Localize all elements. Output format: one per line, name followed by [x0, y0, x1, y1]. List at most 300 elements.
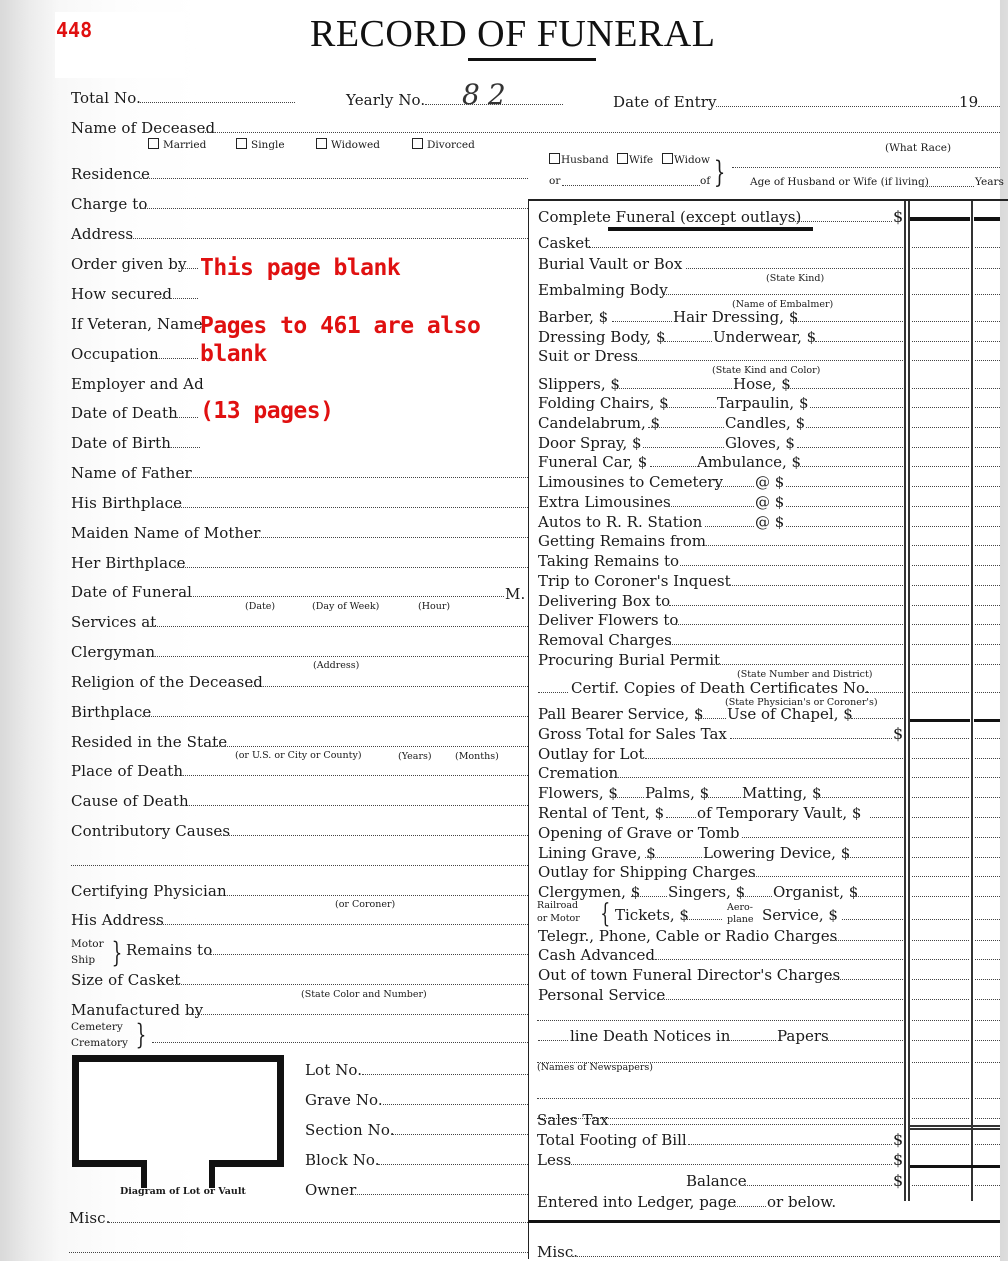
- certif-copies-label: Certif. Copies of Death Certificates No.: [571, 679, 870, 697]
- shipping-dollars-field[interactable]: [912, 875, 969, 877]
- misc-right-label: Misc.: [537, 1243, 579, 1261]
- motor-label: Motor: [71, 938, 104, 950]
- hint-state-color-number: (State Color and Number): [301, 989, 427, 1000]
- autos-rr-station-label: Autos to R. R. Station: [538, 513, 703, 531]
- rental-tent-vault-dollars-field[interactable]: [912, 816, 969, 818]
- certif-copies-dollars-field[interactable]: [912, 691, 969, 693]
- balance-cents-field[interactable]: [975, 1184, 1000, 1186]
- lining-lowering-amount-field[interactable]: [645, 856, 702, 858]
- annotation-blank: blank: [200, 341, 267, 367]
- brace-icon: {: [600, 899, 611, 929]
- certifying-physician-label: Certifying Physician: [71, 882, 227, 900]
- funeral-car-ambulance-cents-field[interactable]: [975, 465, 1000, 467]
- burial-permit-dollars-field[interactable]: [912, 663, 969, 665]
- birthplace-field[interactable]: [142, 715, 528, 717]
- address-field[interactable]: [128, 237, 528, 239]
- clergymen-singers-organist-cents-field[interactable]: [975, 895, 1000, 897]
- certif-copies-cents-field[interactable]: [975, 691, 1000, 693]
- candelabrum-candles-amount-field[interactable]: [648, 426, 724, 428]
- diagram-caption: Diagram of Lot or Vault: [120, 1186, 246, 1197]
- cremation-cents-field[interactable]: [975, 776, 1000, 778]
- complete-funeral-underline: [608, 227, 813, 231]
- ship-label: Ship: [71, 954, 96, 966]
- flowers-palms-matting-amount-field[interactable]: [612, 796, 644, 798]
- trip-coroner-cents-field[interactable]: [975, 584, 1000, 586]
- door-spray-gloves-dollars-field[interactable]: [912, 446, 969, 448]
- if-veteran-label: If Veteran, Name: [71, 315, 203, 333]
- checkbox[interactable]: [549, 153, 560, 164]
- death-notices-count-field[interactable]: [538, 1039, 568, 1041]
- embalming-field[interactable]: [664, 293, 903, 295]
- limousines-cemetery-field[interactable]: [786, 485, 903, 487]
- lining-lowering-label: Lining Grave, $: [538, 844, 656, 862]
- religion-field[interactable]: [246, 685, 528, 687]
- checkbox[interactable]: [412, 138, 423, 149]
- candelabrum-candles-field[interactable]: [806, 426, 903, 428]
- cemetery-label: Cemetery: [71, 1021, 123, 1033]
- years-label: Years: [975, 176, 1004, 188]
- telegr-dollars-field[interactable]: [912, 939, 969, 941]
- date-of-birth-label: Date of Birth: [71, 434, 171, 452]
- name-of-deceased-label: Name of Deceased: [71, 119, 216, 137]
- total-no-field[interactable]: [140, 101, 295, 103]
- brace-icon: }: [135, 1018, 147, 1051]
- blank-line-1-cents-field[interactable]: [975, 1019, 1000, 1021]
- out-of-town-dollars-field[interactable]: [912, 978, 969, 980]
- autos-rr-station-dollars-field[interactable]: [912, 525, 969, 527]
- folding-chairs-tarpaulin-label-2: Tarpaulin, $: [717, 394, 809, 412]
- gross-total-dollars-field[interactable]: [912, 737, 969, 739]
- resided-in-state-field[interactable]: [212, 745, 528, 747]
- spouse-wife[interactable]: Wife: [617, 153, 653, 166]
- getting-remains-dollars-field[interactable]: [912, 544, 969, 546]
- delivering-box-cents-field[interactable]: [975, 604, 1000, 606]
- door-spray-gloves-cents-field[interactable]: [975, 446, 1000, 448]
- clergyman-label: Clergyman: [71, 643, 156, 661]
- date-of-birth-field[interactable]: [164, 446, 200, 448]
- marital-single[interactable]: Single: [236, 138, 285, 151]
- entered-ledger-amount-field[interactable]: [725, 1205, 766, 1207]
- charge-to-field[interactable]: [140, 207, 528, 209]
- marital-widowed[interactable]: Widowed: [316, 138, 380, 151]
- cash-advanced-cents-field[interactable]: [975, 958, 1000, 960]
- cremation-field[interactable]: [616, 776, 903, 778]
- opening-grave-field[interactable]: [742, 836, 903, 838]
- folding-chairs-tarpaulin-amount-field[interactable]: [667, 406, 716, 408]
- checkbox[interactable]: [316, 138, 327, 149]
- checkbox[interactable]: [148, 138, 159, 149]
- extra-limousines-dollars-field[interactable]: [912, 505, 969, 507]
- maiden-name-mother-field[interactable]: [256, 536, 528, 538]
- dressing-underwear-dollars-field[interactable]: [912, 340, 969, 342]
- misc-left-field[interactable]: [108, 1221, 528, 1223]
- autos-rr-station-field[interactable]: [786, 525, 903, 527]
- autos-rr-station-cents-field[interactable]: [975, 525, 1000, 527]
- out-of-town-cents-field[interactable]: [975, 978, 1000, 980]
- name-of-father-field[interactable]: [182, 476, 528, 478]
- dollar-sign: $: [893, 1150, 904, 1169]
- extra-limousines-amount-field[interactable]: [665, 505, 754, 507]
- blank-line-4-cents-field[interactable]: [975, 1117, 1000, 1119]
- burial-vault-label: Burial Vault or Box: [538, 255, 683, 273]
- embalming-cents-field[interactable]: [975, 293, 1000, 295]
- dressing-underwear-cents-field[interactable]: [975, 340, 1000, 342]
- clergymen-singers-organist-field[interactable]: [852, 895, 903, 897]
- blank-line-1-dollars-field[interactable]: [912, 1019, 969, 1021]
- cash-advanced-label: Cash Advanced: [538, 946, 655, 964]
- misc-right-field[interactable]: [572, 1255, 1000, 1257]
- charge-to-label: Charge to: [71, 195, 148, 213]
- hint-newspapers: (Names of Newspapers): [537, 1062, 653, 1073]
- blank-line-3-dollars-field[interactable]: [912, 1097, 969, 1099]
- section-rule: [528, 1220, 1000, 1223]
- pall-bearer-chapel-amount-field[interactable]: [695, 717, 726, 719]
- out-of-town-field[interactable]: [830, 978, 903, 980]
- deliver-flowers-field[interactable]: [672, 623, 903, 625]
- slippers-hose-cents-field[interactable]: [975, 387, 1000, 389]
- burial-permit-field[interactable]: [711, 663, 903, 665]
- less-field[interactable]: [568, 1163, 892, 1165]
- trip-coroner-field[interactable]: [729, 584, 903, 586]
- certif-copies-count-field[interactable]: [538, 691, 568, 693]
- folding-chairs-tarpaulin-dollars-field[interactable]: [912, 406, 969, 408]
- annotation-this-page-blank: This page blank: [200, 255, 401, 281]
- burial-permit-cents-field[interactable]: [975, 663, 1000, 665]
- death-notices-cents-field[interactable]: [975, 1039, 1000, 1041]
- personal-service-field[interactable]: [657, 998, 903, 1000]
- column-rule: [910, 1125, 1000, 1127]
- opening-grave-dollars-field[interactable]: [912, 836, 969, 838]
- door-spray-gloves-amount-field[interactable]: [643, 446, 724, 448]
- manufactured-by-field[interactable]: [192, 1013, 528, 1015]
- order-given-by-field[interactable]: [178, 267, 198, 269]
- section-no-label: Section No.: [305, 1121, 395, 1139]
- spouse-husband[interactable]: Husband: [549, 153, 609, 166]
- complete-funeral-field[interactable]: [795, 220, 892, 222]
- checkbox[interactable]: [662, 153, 673, 164]
- burial-vault-dollars-field[interactable]: [912, 267, 969, 269]
- age-spouse-field[interactable]: [922, 185, 974, 187]
- blank-line-4-dollars-field[interactable]: [912, 1117, 969, 1119]
- candelabrum-candles-label: Candelabrum, $: [538, 414, 661, 432]
- candelabrum-candles-cents-field[interactable]: [975, 426, 1000, 428]
- how-secured-field[interactable]: [162, 297, 198, 299]
- less-label: Less: [537, 1151, 572, 1169]
- personal-service-cents-field[interactable]: [975, 998, 1000, 1000]
- blank-line-1-field[interactable]: [537, 1019, 903, 1021]
- suit-or-dress-field[interactable]: [634, 359, 903, 361]
- column-rule: [974, 719, 1000, 722]
- clergymen-singers-organist-amount-field-2[interactable]: [738, 895, 772, 897]
- barber-hair-dressing-amount-field[interactable]: [612, 320, 672, 322]
- annotation-pages-to-461: Pages to 461 are also: [200, 313, 481, 339]
- autos-rr-station-amount-field[interactable]: [705, 525, 754, 527]
- taking-remains-field[interactable]: [680, 564, 903, 566]
- gross-total-field[interactable]: [730, 737, 892, 739]
- getting-remains-cents-field[interactable]: [975, 544, 1000, 546]
- date-of-funeral-field[interactable]: [182, 595, 504, 597]
- pall-bearer-chapel-field[interactable]: [851, 717, 903, 719]
- hint-or-coroner: (or Coroner): [335, 899, 396, 910]
- cremation-dollars-field[interactable]: [912, 776, 969, 778]
- services-at-field[interactable]: [150, 625, 528, 627]
- column-rule: [974, 217, 1000, 221]
- hint-kind-color: (State Kind and Color): [712, 365, 821, 376]
- name-of-deceased-field[interactable]: [203, 131, 1000, 133]
- delivering-box-field[interactable]: [669, 604, 903, 606]
- funeral-car-ambulance-amount-field[interactable]: [650, 465, 696, 467]
- or-field[interactable]: [562, 184, 700, 186]
- rental-tent-vault-cents-field[interactable]: [975, 816, 1000, 818]
- rental-tent-vault-label-2: of Temporary Vault, $: [697, 804, 862, 822]
- date-of-entry-field[interactable]: [716, 105, 959, 107]
- address-label: Address: [71, 225, 134, 243]
- clergymen-singers-organist-dollars-field[interactable]: [912, 895, 969, 897]
- hint-months: (Months): [455, 751, 499, 762]
- outlay-lot-field[interactable]: [645, 757, 903, 759]
- lining-lowering-cents-field[interactable]: [975, 856, 1000, 858]
- limousines-cemetery-cents-field[interactable]: [975, 485, 1000, 487]
- brace-icon: }: [111, 936, 123, 969]
- cause-of-death-label: Cause of Death: [71, 792, 189, 810]
- owner-label: Owner: [305, 1181, 357, 1199]
- race-field[interactable]: [732, 166, 1000, 168]
- or-label: or: [549, 175, 561, 187]
- lining-lowering-dollars-field[interactable]: [912, 856, 969, 858]
- his-birthplace-field[interactable]: [170, 506, 528, 508]
- lot-diagram: [72, 1055, 284, 1167]
- telegr-cents-field[interactable]: [975, 939, 1000, 941]
- suit-or-dress-label: Suit or Dress: [538, 347, 638, 365]
- contributory-causes-field-2[interactable]: [71, 864, 528, 866]
- door-spray-gloves-field[interactable]: [797, 446, 903, 448]
- checkbox[interactable]: [236, 138, 247, 149]
- blank-line-3-field[interactable]: [537, 1097, 903, 1099]
- clergymen-singers-organist-amount-field[interactable]: [631, 895, 667, 897]
- barber-hair-dressing-field[interactable]: [795, 320, 903, 322]
- death-notices-dollars-field[interactable]: [912, 1039, 969, 1041]
- folding-chairs-tarpaulin-cents-field[interactable]: [975, 406, 1000, 408]
- cemetery-field[interactable]: [152, 1041, 528, 1043]
- opening-grave-label: Opening of Grave or Tomb: [538, 824, 740, 842]
- dressing-underwear-amount-field[interactable]: [664, 340, 712, 342]
- misc-left-field-2[interactable]: [69, 1251, 528, 1253]
- burial-vault-field[interactable]: [686, 267, 903, 269]
- section-no-field[interactable]: [391, 1133, 528, 1135]
- slippers-hose-field[interactable]: [788, 387, 903, 389]
- name-of-father-label: Name of Father: [71, 464, 192, 482]
- maiden-name-mother-label: Maiden Name of Mother: [71, 524, 261, 542]
- m-suffix: M.: [505, 585, 526, 603]
- lot-diagram-foot: [72, 1160, 147, 1167]
- embalming-label: Embalming Body: [538, 281, 668, 299]
- casket-field[interactable]: [589, 246, 903, 248]
- contributory-causes-field[interactable]: [218, 834, 528, 836]
- limousines-cemetery-dollars-field[interactable]: [912, 485, 969, 487]
- marital-divorced[interactable]: Divorced: [412, 138, 475, 151]
- deliver-flowers-cents-field[interactable]: [975, 623, 1000, 625]
- slippers-hose-amount-field[interactable]: [617, 387, 732, 389]
- barber-hair-dressing-cents-field[interactable]: [975, 320, 1000, 322]
- residence-field[interactable]: [140, 177, 528, 179]
- outlay-lot-cents-field[interactable]: [975, 757, 1000, 759]
- entered-ledger-label-2: or below.: [767, 1193, 837, 1211]
- aero-label: Aero-: [727, 902, 753, 913]
- place-of-death-field[interactable]: [174, 774, 528, 776]
- funeral-car-ambulance-dollars-field[interactable]: [912, 465, 969, 467]
- slippers-hose-label: Slippers, $: [538, 375, 620, 393]
- suit-or-dress-cents-field[interactable]: [975, 359, 1000, 361]
- casket-cents-field[interactable]: [975, 246, 1000, 248]
- blank-line-2-dollars-field[interactable]: [912, 1061, 969, 1063]
- cause-of-death-field[interactable]: [180, 804, 528, 806]
- telegr-label: Telegr., Phone, Cable or Radio Charges: [538, 927, 838, 945]
- certif-copies-field[interactable]: [865, 691, 903, 693]
- shipping-cents-field[interactable]: [975, 875, 1000, 877]
- embalming-dollars-field[interactable]: [912, 293, 969, 295]
- cash-advanced-dollars-field[interactable]: [912, 958, 969, 960]
- folding-chairs-tarpaulin-field[interactable]: [810, 406, 903, 408]
- casket-dollars-field[interactable]: [912, 246, 969, 248]
- trip-coroner-dollars-field[interactable]: [912, 584, 969, 586]
- clergymen-singers-organist-label-3: Organist, $: [773, 883, 859, 901]
- extra-limousines-field[interactable]: [786, 505, 903, 507]
- checkbox[interactable]: [617, 153, 628, 164]
- her-birthplace-field[interactable]: [172, 566, 528, 568]
- delivering-box-dollars-field[interactable]: [912, 604, 969, 606]
- blank-line-3-cents-field[interactable]: [975, 1097, 1000, 1099]
- death-notices-amount-field[interactable]: [728, 1039, 776, 1041]
- how-secured-label: How secured: [71, 285, 173, 303]
- gross-total-cents-field[interactable]: [975, 737, 1000, 739]
- balance-field[interactable]: [743, 1184, 892, 1186]
- clergyman-field[interactable]: [146, 655, 528, 657]
- spouse-widow[interactable]: Widow: [662, 153, 710, 166]
- his-birthplace-label: His Birthplace: [71, 494, 183, 512]
- funeral-car-ambulance-field[interactable]: [800, 465, 903, 467]
- year-field[interactable]: [978, 105, 1000, 107]
- lot-no-field[interactable]: [362, 1073, 528, 1075]
- tickets-service-label: Tickets, $: [615, 906, 689, 924]
- death-notices-field[interactable]: [826, 1039, 903, 1041]
- autos-rr-station-label-2: @ $: [755, 513, 785, 531]
- removal-charges-label: Removal Charges: [538, 631, 672, 649]
- marital-married[interactable]: Married: [148, 138, 206, 151]
- lining-lowering-field[interactable]: [846, 856, 903, 858]
- brace-icon: }: [713, 155, 726, 190]
- burial-vault-cents-field[interactable]: [975, 267, 1000, 269]
- burial-permit-label: Procuring Burial Permit: [538, 651, 721, 669]
- candelabrum-candles-label-2: Candles, $: [725, 414, 806, 432]
- tickets-service-cents-field[interactable]: [975, 918, 1000, 920]
- personal-service-dollars-field[interactable]: [912, 998, 969, 1000]
- remains-to-field[interactable]: [210, 953, 528, 955]
- shipping-field[interactable]: [748, 875, 903, 877]
- tickets-service-field[interactable]: [842, 918, 903, 920]
- cash-advanced-field[interactable]: [655, 958, 903, 960]
- rental-tent-vault-field[interactable]: [870, 816, 903, 818]
- hint-address: (Address): [313, 660, 360, 671]
- taking-remains-cents-field[interactable]: [975, 564, 1000, 566]
- dollar-sign: $: [893, 1130, 904, 1149]
- outlay-lot-label: Outlay for Lot: [538, 745, 645, 763]
- deliver-flowers-dollars-field[interactable]: [912, 623, 969, 625]
- or-motor-label: or Motor: [537, 913, 580, 924]
- outlay-lot-dollars-field[interactable]: [912, 757, 969, 759]
- slippers-hose-dollars-field[interactable]: [912, 387, 969, 389]
- flowers-palms-matting-amount-field-2[interactable]: [706, 796, 741, 798]
- barber-hair-dressing-label-2: Hair Dressing, $: [673, 308, 799, 326]
- total-footing-cents-field[interactable]: [975, 1143, 1000, 1145]
- opening-grave-cents-field[interactable]: [975, 836, 1000, 838]
- blank-line-2-cents-field[interactable]: [975, 1061, 1000, 1063]
- column-rule: [910, 719, 970, 722]
- removal-charges-cents-field[interactable]: [975, 643, 1000, 645]
- door-spray-gloves-label-2: Gloves, $: [725, 434, 795, 452]
- size-of-casket-field[interactable]: [170, 983, 528, 985]
- dressing-underwear-field[interactable]: [815, 340, 903, 342]
- date-of-death-field[interactable]: [172, 416, 198, 418]
- removal-charges-dollars-field[interactable]: [912, 643, 969, 645]
- title-underline: [468, 58, 596, 61]
- limousines-cemetery-label: Limousines to Cemetery: [538, 473, 724, 491]
- tickets-service-amount-field[interactable]: [682, 918, 722, 920]
- deliver-flowers-label: Deliver Flowers to: [538, 611, 679, 629]
- plane-label: plane: [727, 914, 754, 925]
- sales-tax-label: Sales Tax: [537, 1111, 609, 1129]
- rental-tent-vault-amount-field[interactable]: [666, 816, 696, 818]
- barber-hair-dressing-dollars-field[interactable]: [912, 320, 969, 322]
- total-no-label: Total No.: [71, 89, 141, 107]
- sales-tax-field[interactable]: [610, 1123, 903, 1125]
- complete-funeral-label: Complete Funeral (except outlays): [538, 208, 802, 226]
- tickets-service-dollars-field[interactable]: [912, 918, 969, 920]
- flowers-palms-matting-cents-field[interactable]: [975, 796, 1000, 798]
- pall-bearer-chapel-label: Pall Bearer Service, $: [538, 705, 704, 723]
- rental-tent-vault-label: Rental of Tent, $: [538, 804, 665, 822]
- certifying-physician-field[interactable]: [214, 894, 528, 896]
- occupation-field[interactable]: [152, 357, 198, 359]
- flowers-palms-matting-field[interactable]: [818, 796, 903, 798]
- total-footing-dollars-field[interactable]: [912, 1143, 969, 1145]
- hint-physician: (State Physician's or Coroner's): [725, 697, 878, 708]
- removal-charges-field[interactable]: [668, 643, 903, 645]
- taking-remains-dollars-field[interactable]: [912, 564, 969, 566]
- block-no-field[interactable]: [378, 1163, 528, 1165]
- date-of-funeral-label: Date of Funeral: [71, 583, 193, 601]
- hint-state-number: (State Number and District): [737, 669, 873, 680]
- extra-limousines-label-2: @ $: [755, 493, 785, 511]
- total-footing-label: Total Footing of Bill: [537, 1131, 687, 1149]
- telegr-field[interactable]: [830, 939, 903, 941]
- his-address-field[interactable]: [156, 923, 528, 925]
- date-of-death-label: Date of Death: [71, 404, 178, 422]
- owner-field[interactable]: [355, 1193, 528, 1195]
- candelabrum-candles-dollars-field[interactable]: [912, 426, 969, 428]
- remains-to-label: Remains to: [126, 941, 213, 959]
- misc-left-label: Misc.: [69, 1209, 111, 1227]
- limousines-cemetery-amount-field[interactable]: [716, 485, 754, 487]
- flowers-palms-matting-dollars-field[interactable]: [912, 796, 969, 798]
- extra-limousines-cents-field[interactable]: [975, 505, 1000, 507]
- total-footing-field[interactable]: [688, 1143, 892, 1145]
- suit-or-dress-dollars-field[interactable]: [912, 359, 969, 361]
- getting-remains-field[interactable]: [702, 544, 903, 546]
- services-at-label: Services at: [71, 613, 157, 631]
- religion-label: Religion of the Deceased: [71, 673, 264, 691]
- grave-no-field[interactable]: [383, 1103, 528, 1105]
- balance-dollars-field[interactable]: [912, 1184, 969, 1186]
